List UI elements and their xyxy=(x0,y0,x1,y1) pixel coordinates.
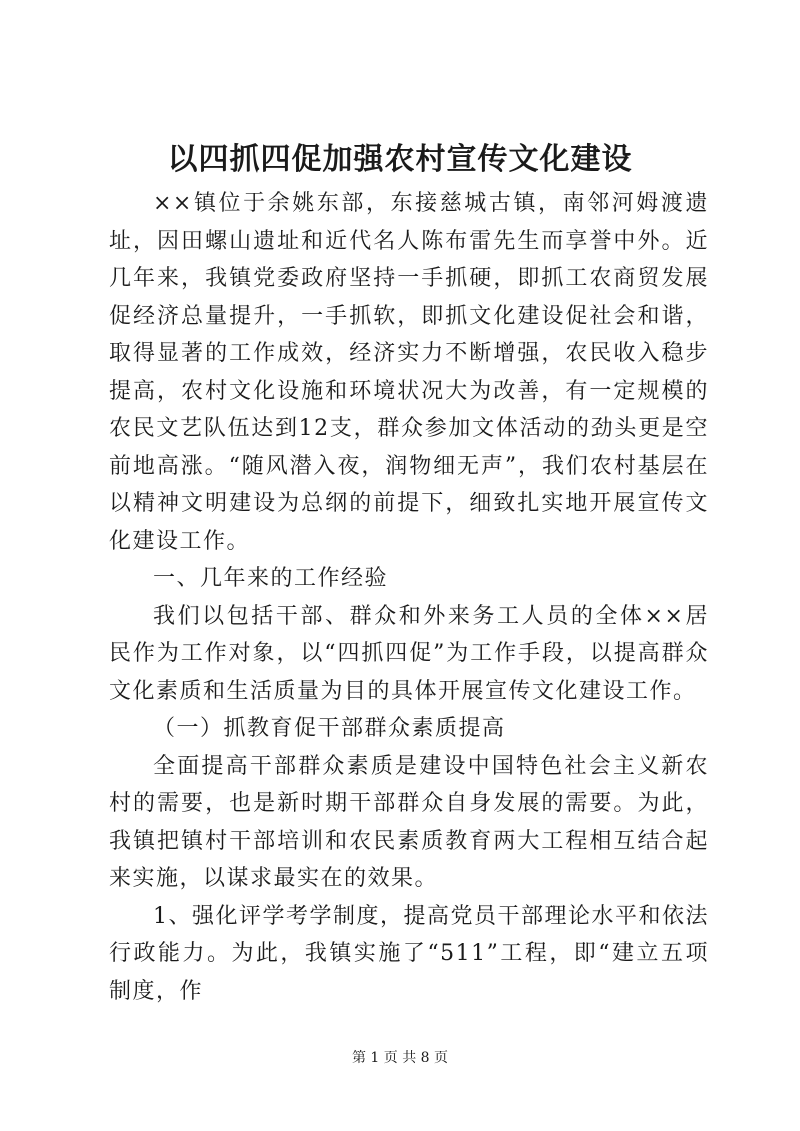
paragraph-intro: ××镇位于余姚东部，东接慈城古镇，南邻河姆渡遗址，因田螺山遗址和近代名人陈布雷先生而享誉中外。近几年来，我镇党委政府坚持一手抓硬，即抓工农商贸发展促经济总量提升，一手抓软，即抓文化建设促社会和谐，取得显著的工作成效，经济实力不断增强，农民收入稳步提高，农村文化设施和环境状况大为改善，有一定规模的农民文艺队伍达到12支，群众参加文体活动的劲头更是空前地高涨。“随风潜入夜，润物细无声”，我们农村基层在以精神文明建设为总纲的前提下，细致扎实地开展宣传文化建设工作。 xyxy=(109,191,709,554)
document-body xyxy=(109,185,709,1010)
paragraph-work-target: 我们以包括干部、群众和外来务工人员的全体××居民作为工作对象，以“四抓四促”为工作手段，以提高群众文化素质和生活质量为目的具体开展宣传文化建设工作。 xyxy=(109,603,709,704)
paragraph-quality-improvement: 全面提高干部群众素质是建设中国特色社会主义新农村的需要，也是新时期干部群众自身发展的需要。为此，我镇把镇村干部培训和农民素质教育两大工程相互结合起来实施，以谋求最实在的效果。 xyxy=(109,753,709,891)
subsection-heading-1: （一）抓教育促干部群众素质提高 xyxy=(153,716,506,741)
page-footer: 第 1 页 共 8 页 xyxy=(351,1050,449,1066)
section-heading-1: 一、几年来的工作经验 xyxy=(153,566,389,591)
paragraph-item-1: 1、强化评学考学制度，提高党员干部理论水平和依法行政能力。为此，我镇实施了“511”工程，即“建立五项制度，作 xyxy=(109,903,709,1004)
document-title: 以四抓四促加强农村宣传文化建设 xyxy=(167,142,633,177)
